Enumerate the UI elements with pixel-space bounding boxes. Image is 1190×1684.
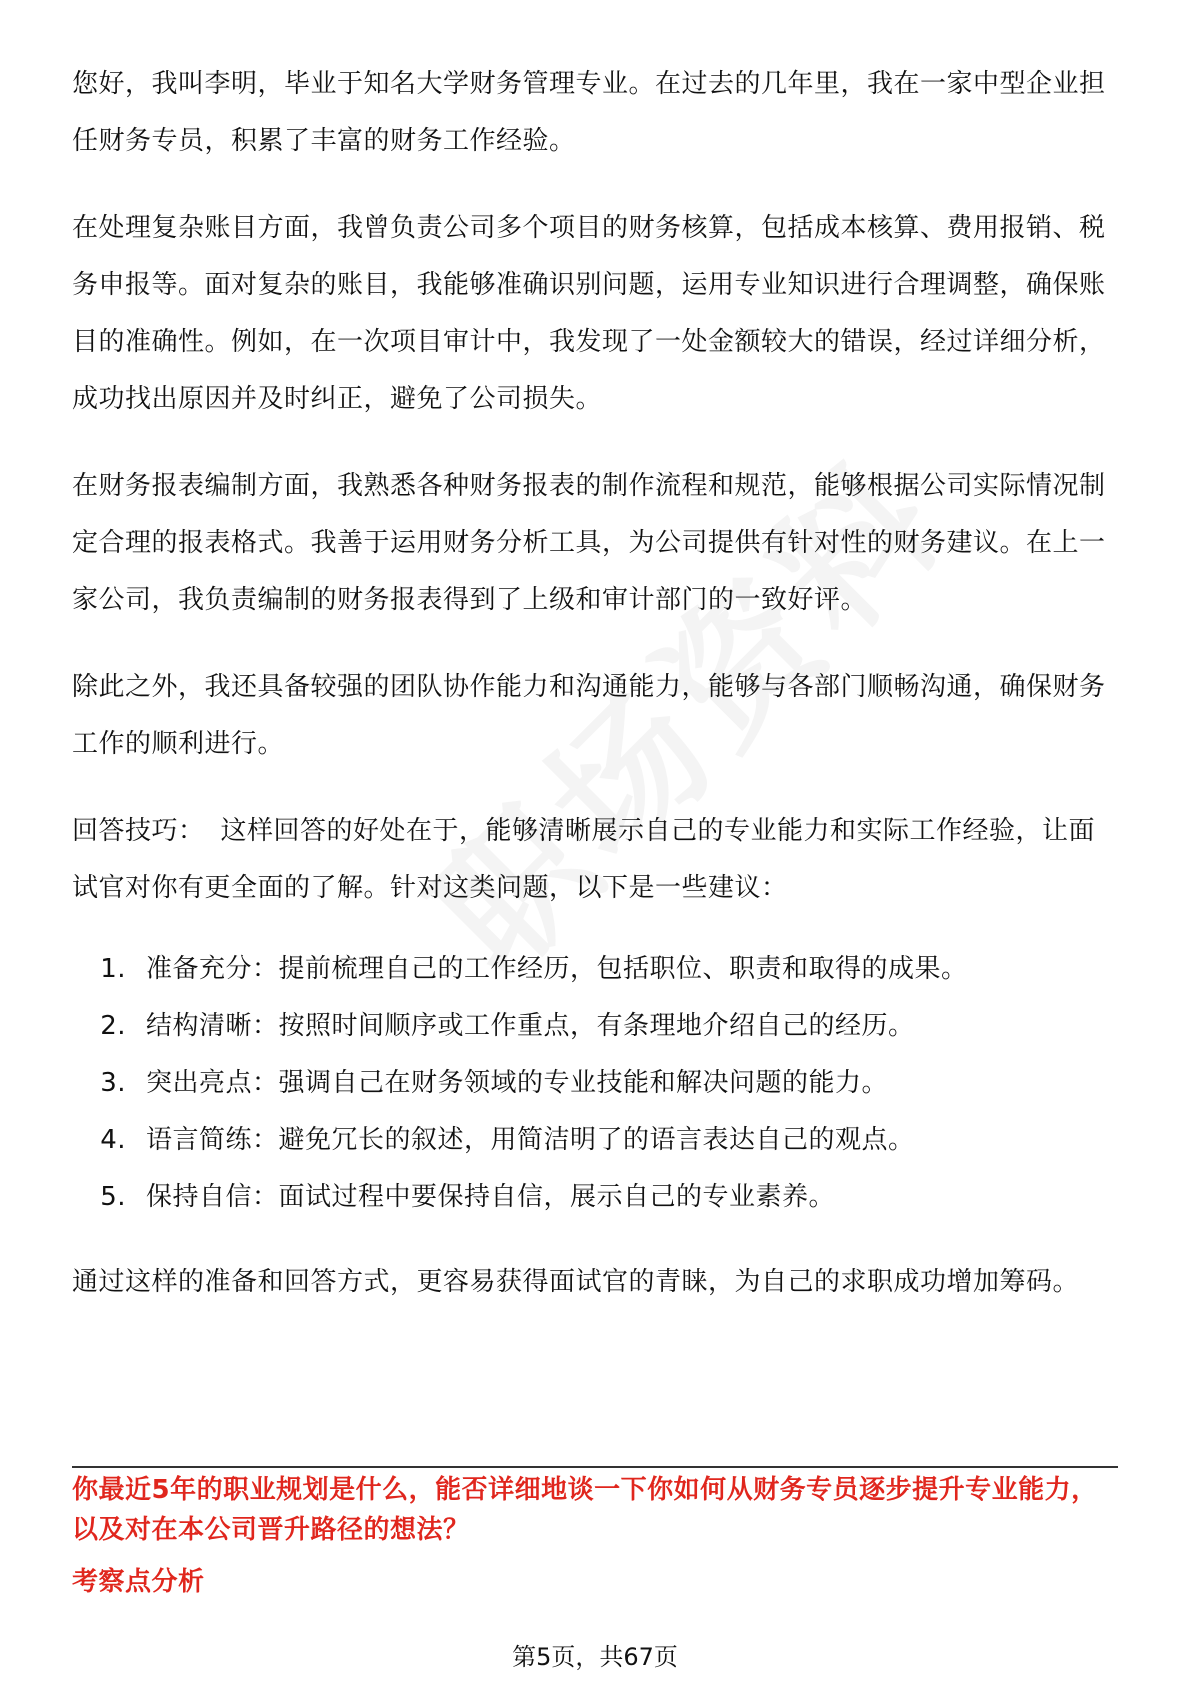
list-item <box>72 998 1118 1055</box>
list-item <box>72 1055 1118 1112</box>
tips-text: 这样回答的好处在于，能够清晰展示自己的专业能力和实际工作经验，让面试官对你有更全面的了解。针对这类问题，以下是一些建议： <box>72 816 1096 903</box>
list-item <box>72 1169 1118 1226</box>
list-text: 保持自信：面试过程中要保持自信，展示自己的专业素养。 <box>146 1182 836 1212</box>
list-text: 突出亮点：强调自己在财务领域的专业技能和解决问题的能力。 <box>146 1068 889 1098</box>
list-number: 2. <box>100 1011 126 1041</box>
reports-paragraph: 在财务报表编制方面，我熟悉各种财务报表的制作流程和规范，能够根据公司实际情况制定合理的报表格式。我善于运用财务分析工具，为公司提供有针对性的财务建议。在上一家公司，我负责编制的财务报表得到了上级和审计部门的一致好评。 <box>72 471 1106 615</box>
list-number: 3. <box>100 1068 126 1098</box>
tips-paragraph <box>72 803 1118 917</box>
list-number: 1. <box>100 954 126 984</box>
tips-label: 回答技巧： <box>72 816 205 846</box>
list-item <box>72 1112 1118 1169</box>
page-number-footer: 第5页，共67页 <box>0 1642 1190 1672</box>
section-divider <box>72 1466 1118 1468</box>
list-number: 5. <box>100 1182 126 1212</box>
teamwork-paragraph: 除此之外，我还具备较强的团队协作能力和沟通能力，能够与各部门顺畅沟通，确保财务工作的顺利进行。 <box>72 672 1106 759</box>
list-text: 结构清晰：按照时间顺序或工作重点，有条理地介绍自己的经历。 <box>146 1011 915 1041</box>
list-item <box>72 941 1118 998</box>
answer-body <box>72 56 1118 1341</box>
analysis-heading: 考察点分析 <box>72 1567 205 1597</box>
intro-paragraph: 您好，我叫李明，毕业于知名大学财务管理专业。在过去的几年里，我在一家中型企业担任财务专员，积累了丰富的财务工作经验。 <box>72 69 1106 156</box>
accounts-paragraph: 在处理复杂账目方面，我曾负责公司多个项目的财务核算，包括成本核算、费用报销、税务申报等。面对复杂的账目，我能够准确识别问题，运用专业知识进行合理调整，确保账目的准确性。例如，在一次项目审计中，我发现了一处金额较大的错误，经过详细分析，成功找出原因并及时纠正，避免了公司损失。 <box>72 213 1106 414</box>
conclusion-paragraph: 通过这样的准备和回答方式，更容易获得面试官的青睐，为自己的求职成功增加筹码。 <box>72 1267 1080 1297</box>
tips-list <box>72 941 1118 1226</box>
list-text: 语言简练：避免冗长的叙述，用简洁明了的语言表达自己的观点。 <box>146 1125 915 1155</box>
next-question-heading: 你最近5年的职业规划是什么，能否详细地谈一下你如何从财务专员逐步提升专业能力，以及对在本公司晋升路径的想法？ <box>72 1475 1098 1545</box>
list-text: 准备充分：提前梳理自己的工作经历，包括职位、职责和取得的成果。 <box>146 954 968 984</box>
list-number: 4. <box>100 1125 126 1155</box>
